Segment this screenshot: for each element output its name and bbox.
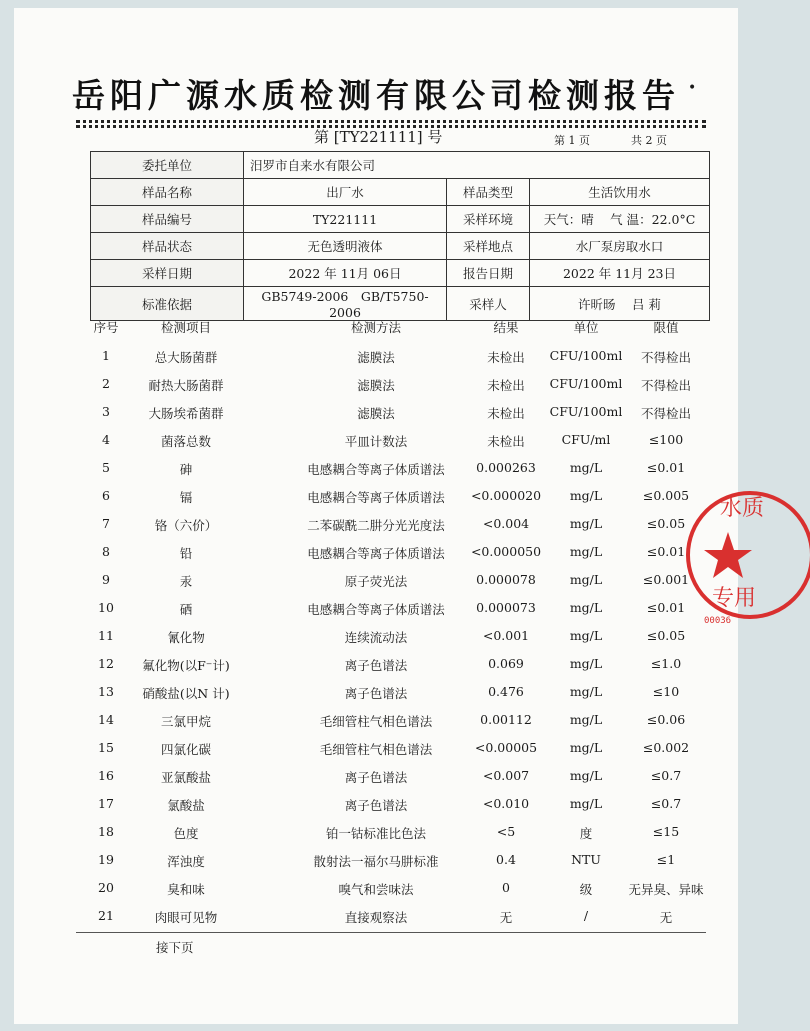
cell-result: 无 [499, 910, 513, 925]
cell-no: 17 [98, 796, 114, 811]
client-label: 委托单位 [91, 152, 244, 179]
seal-text-top: 水质 [720, 496, 765, 521]
table-row [76, 376, 716, 404]
cell-method: 散射法一福尔马肼标准 [313, 854, 439, 869]
sampler-value: 许昕旸 吕 莉 [530, 287, 710, 321]
table-row [76, 628, 716, 656]
sample-no-label: 样品编号 [91, 206, 244, 233]
sample-type-label: 样品类型 [447, 179, 530, 206]
table-row [76, 348, 716, 376]
table-row [76, 544, 716, 572]
cell-unit: CFU/100ml [549, 376, 623, 391]
cell-no: 4 [102, 432, 110, 447]
cell-unit: mg/L [569, 544, 603, 559]
cell-method: 直接观察法 [344, 910, 408, 925]
page-indicator [554, 132, 667, 148]
cell-item: 臭和味 [167, 882, 205, 897]
cell-limit: ≤15 [652, 824, 680, 839]
cell-item: 硝酸盐(以N 计) [142, 686, 230, 701]
cell-method: 连续流动法 [344, 630, 408, 645]
cell-result: <0.000020 [470, 488, 542, 503]
cell-method: 二苯碳酰二肼分光光度法 [307, 518, 445, 533]
cell-unit: mg/L [569, 488, 603, 503]
report-sheet [14, 8, 738, 1024]
cell-method: 平皿计数法 [344, 434, 408, 449]
cell-method: 离子色谱法 [344, 658, 408, 673]
cell-no: 8 [102, 544, 110, 559]
cell-item: 亚氯酸盐 [160, 770, 211, 785]
cell-limit: ≤0.05 [646, 516, 686, 531]
cell-no: 3 [102, 404, 110, 419]
info-row [91, 260, 710, 287]
cell-no: 2 [102, 376, 110, 391]
date-label: 采样日期 [91, 260, 244, 287]
cell-no: 18 [98, 824, 114, 839]
cell-no: 20 [98, 880, 114, 895]
table-row [76, 824, 716, 852]
seal-number: 00036 [704, 616, 732, 626]
cell-result: <0.000050 [470, 544, 542, 559]
cell-item: 氟化物(以F⁻计) [142, 658, 230, 673]
cell-unit: mg/L [569, 740, 603, 755]
cell-result: <0.001 [482, 628, 530, 643]
cell-unit: CFU/100ml [549, 348, 623, 363]
col-header-method: 检测方法 [350, 320, 401, 335]
cell-result: 0.476 [488, 684, 524, 699]
cell-item: 总大肠菌群 [154, 350, 218, 365]
cell-method: 离子色谱法 [344, 770, 408, 785]
col-header-result: 结果 [493, 320, 519, 335]
cell-unit: mg/L [569, 768, 603, 783]
date-value: 2022 年 11月 06日 [244, 260, 447, 287]
cell-item: 浑浊度 [167, 854, 205, 869]
cell-method: 电感耦合等离子体质谱法 [307, 490, 445, 505]
cell-method: 嗅气和尝味法 [338, 882, 414, 897]
sample-type-value: 生活饮用水 [530, 179, 710, 206]
cell-result: <0.00005 [474, 740, 538, 755]
seal-text-bottom: 专用 [712, 586, 757, 611]
cell-unit: mg/L [569, 516, 603, 531]
cell-item: 四氯化碳 [160, 742, 211, 757]
cell-result: 0.4 [496, 852, 516, 867]
cell-limit: ≤1 [656, 852, 676, 867]
table-row [76, 852, 716, 880]
cell-unit: mg/L [569, 600, 603, 615]
cell-result: <0.010 [482, 796, 530, 811]
cell-unit: 度 [579, 826, 593, 841]
continue-label: 接下页 [156, 940, 194, 955]
info-row [91, 206, 710, 233]
place-label: 采样地点 [447, 233, 530, 260]
cell-unit: mg/L [569, 712, 603, 727]
info-row [91, 233, 710, 260]
sample-no-value: TY221111 [244, 206, 447, 233]
table-row [76, 404, 716, 432]
cell-limit: ≤1.0 [650, 656, 682, 671]
cell-limit: ≤0.001 [642, 572, 690, 587]
cell-limit: 无异臭、异味 [628, 882, 704, 897]
page-total: 共 2 页 [631, 134, 667, 147]
dotted-rule-top [76, 120, 706, 123]
cell-item: 砷 [179, 462, 193, 477]
state-label: 样品状态 [91, 233, 244, 260]
cell-limit: ≤0.06 [646, 712, 686, 727]
cell-unit: / [583, 908, 589, 923]
cell-result: 0.000263 [476, 460, 536, 475]
cell-item: 铬（六价） [154, 518, 218, 533]
cell-limit: 不得检出 [640, 350, 691, 365]
cell-method: 滤膜法 [357, 378, 395, 393]
cell-unit: mg/L [569, 460, 603, 475]
cell-item: 大肠埃希菌群 [148, 406, 224, 421]
cell-result: <0.007 [482, 768, 530, 783]
place-value: 水厂泵房取水口 [530, 233, 710, 260]
report-number: 第 [TY221111] 号 [314, 128, 443, 146]
cell-limit: ≤0.01 [646, 600, 686, 615]
cell-method: 滤膜法 [357, 406, 395, 421]
table-row [76, 656, 716, 684]
cell-limit: ≤0.01 [646, 544, 686, 559]
cell-limit: ≤0.7 [650, 796, 682, 811]
cell-no: 7 [102, 516, 110, 531]
cell-item: 肉眼可见物 [154, 910, 218, 925]
cell-method: 电感耦合等离子体质谱法 [307, 546, 445, 561]
sample-name-value: 出厂水 [244, 179, 447, 206]
cell-no: 1 [102, 348, 110, 363]
state-value: 无色透明液体 [244, 233, 447, 260]
report-date-label: 报告日期 [447, 260, 530, 287]
page-current: 第 1 页 [554, 134, 590, 147]
cell-no: 21 [98, 908, 114, 923]
cell-method: 电感耦合等离子体质谱法 [307, 602, 445, 617]
cell-limit: 不得检出 [640, 378, 691, 393]
cell-method: 滤膜法 [357, 350, 395, 365]
cell-no: 19 [98, 852, 114, 867]
cell-method: 原子荧光法 [344, 574, 408, 589]
cell-result: 未检出 [487, 434, 525, 449]
cell-unit: mg/L [569, 796, 603, 811]
column-header-row [76, 318, 716, 346]
table-row [76, 740, 716, 768]
cell-result: 0 [502, 880, 510, 895]
table-row [76, 880, 716, 908]
table-row [76, 600, 716, 628]
cell-no: 5 [102, 460, 110, 475]
cell-result: 未检出 [487, 406, 525, 421]
cell-unit: 级 [579, 882, 593, 897]
cell-unit: NTU [571, 852, 601, 867]
sample-info-table [90, 151, 710, 321]
col-header-limit: 限值 [653, 320, 679, 335]
cell-result: 未检出 [487, 378, 525, 393]
cell-item: 汞 [179, 574, 193, 589]
table-row [76, 712, 716, 740]
cell-result: <5 [496, 824, 516, 839]
cell-no: 12 [98, 656, 114, 671]
standard-value: GB5749-2006 GB/T5750-2006 [244, 287, 447, 321]
star-icon [704, 532, 752, 578]
sampler-label: 采样人 [447, 287, 530, 321]
table-row [76, 516, 716, 544]
cell-limit: 不得检出 [640, 406, 691, 421]
table-row [76, 460, 716, 488]
cell-method: 离子色谱法 [344, 798, 408, 813]
table-row [76, 684, 716, 712]
title-mark: • [688, 80, 697, 96]
cell-item: 镉 [179, 490, 193, 505]
col-header-unit: 单位 [573, 320, 599, 335]
info-row [91, 152, 710, 179]
cell-result: 0.069 [488, 656, 524, 671]
cell-item: 硒 [179, 602, 193, 617]
col-header-no: 序号 [93, 320, 119, 335]
official-seal [690, 480, 810, 630]
cell-method: 毛细管柱气相色谱法 [319, 742, 433, 757]
cell-method: 电感耦合等离子体质谱法 [307, 462, 445, 477]
cell-limit: ≤0.005 [642, 488, 690, 503]
cell-item: 铅 [179, 546, 193, 561]
cell-no: 6 [102, 488, 110, 503]
cell-method: 铂一钴标准比色法 [325, 826, 426, 841]
client-value: 汨罗市自来水有限公司 [244, 152, 710, 179]
cell-item: 耐热大肠菌群 [148, 378, 224, 393]
cell-no: 13 [98, 684, 114, 699]
cell-result: <0.004 [482, 516, 530, 531]
env-value: 天气：晴 气 温：22.0°C [530, 206, 710, 233]
cell-limit: ≤0.7 [650, 768, 682, 783]
cell-unit: mg/L [569, 628, 603, 643]
standard-label: 标准依据 [91, 287, 244, 321]
cell-method: 毛细管柱气相色谱法 [319, 714, 433, 729]
cell-unit: mg/L [569, 656, 603, 671]
cell-no: 10 [98, 600, 114, 615]
cell-result: 未检出 [487, 350, 525, 365]
cell-limit: ≤100 [648, 432, 684, 447]
cell-item: 氯酸盐 [167, 798, 205, 813]
cell-limit: ≤0.002 [642, 740, 690, 755]
table-row [76, 796, 716, 824]
cell-no: 15 [98, 740, 114, 755]
cell-unit: CFU/100ml [549, 404, 623, 419]
footer-divider [76, 932, 706, 933]
cell-item: 三氯甲烷 [160, 714, 211, 729]
cell-no: 11 [98, 628, 114, 643]
cell-limit: ≤0.05 [646, 628, 686, 643]
cell-limit: ≤0.01 [646, 460, 686, 475]
env-label: 采样环境 [447, 206, 530, 233]
info-row [91, 287, 710, 321]
table-row [76, 432, 716, 460]
table-row [76, 768, 716, 796]
cell-item: 菌落总数 [160, 434, 211, 449]
cell-no: 9 [102, 572, 110, 587]
table-row [76, 488, 716, 516]
cell-no: 14 [98, 712, 114, 727]
col-header-item: 检测项目 [160, 320, 211, 335]
cell-item: 色度 [173, 826, 199, 841]
cell-limit: 无 [659, 910, 673, 925]
cell-item: 氰化物 [167, 630, 205, 645]
report-title: 岳阳广源水质检测有限公司检测报告 [72, 76, 680, 115]
cell-unit: CFU/ml [561, 432, 611, 447]
table-row [76, 572, 716, 600]
sample-name-label: 样品名称 [91, 179, 244, 206]
cell-result: 0.000078 [476, 572, 536, 587]
info-row [91, 179, 710, 206]
cell-limit: ≤10 [652, 684, 680, 699]
cell-method: 离子色谱法 [344, 686, 408, 701]
cell-no: 16 [98, 768, 114, 783]
report-date-value: 2022 年 11月 23日 [530, 260, 710, 287]
cell-result: 0.00112 [480, 712, 532, 727]
cell-unit: mg/L [569, 572, 603, 587]
cell-result: 0.000073 [476, 600, 536, 615]
cell-unit: mg/L [569, 684, 603, 699]
